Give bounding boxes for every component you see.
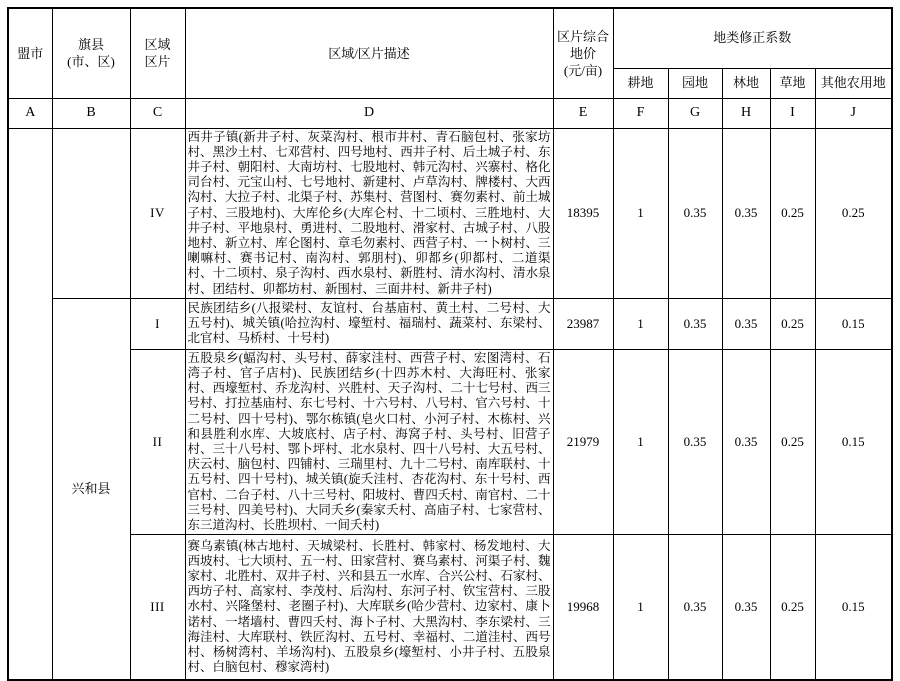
cell-coeff-other-agri: 0.15 xyxy=(815,298,892,349)
column-letter-j: J xyxy=(815,98,892,128)
cell-zone: I xyxy=(130,298,185,349)
header-price-line3: (元/亩) xyxy=(563,62,603,78)
header-county xyxy=(52,8,130,98)
table-row xyxy=(8,128,892,298)
column-letter-a: A xyxy=(8,98,52,128)
cell-coeff-orchard: 0.35 xyxy=(668,128,722,298)
column-letter-e: E xyxy=(553,98,613,128)
header-coeff-group: 地类修正系数 xyxy=(613,8,892,68)
cell-price: 23987 xyxy=(553,298,613,349)
cell-zone: III xyxy=(130,535,185,680)
header-county-line1: 旗县 xyxy=(77,37,104,53)
table-row xyxy=(8,349,892,534)
cell-zone: IV xyxy=(130,128,185,298)
column-letter-h: H xyxy=(722,98,770,128)
column-letter-i: I xyxy=(770,98,815,128)
cell-coeff-grassland: 0.25 xyxy=(770,298,815,349)
cell-coeff-forest: 0.35 xyxy=(722,349,770,534)
cell-coeff-other-agri: 0.15 xyxy=(815,349,892,534)
header-league-label: 盟市 xyxy=(17,45,44,61)
cell-coeff-grassland: 0.25 xyxy=(770,535,815,680)
header-description-label: 区域/区片描述 xyxy=(328,45,410,61)
cell-coeff-cropland: 1 xyxy=(613,128,668,298)
header-price xyxy=(553,8,613,98)
cell-coeff-other-agri: 0.15 xyxy=(815,535,892,680)
land-price-table xyxy=(7,7,893,681)
header-zone xyxy=(130,8,185,98)
cell-price: 21979 xyxy=(553,349,613,534)
cell-price: 18395 xyxy=(553,128,613,298)
cell-coeff-orchard: 0.35 xyxy=(668,535,722,680)
column-letter-g: G xyxy=(668,98,722,128)
header-county-line2: (市、区) xyxy=(67,54,115,70)
header-coeff-other-agri: 其他农用地 xyxy=(815,68,892,98)
cell-coeff-orchard: 0.35 xyxy=(668,349,722,534)
cell-description: 五股泉乡(蝠沟村、头号村、薛家洼村、西营子村、宏图湾村、石湾子村、官子店村)、民族团结乡(十四苏木村、大海旺村、张家村、西壕堑村、乔龙沟村、兴胜村、天子沟村、二十七号村、西三号村、打拉基庙村、东七号村、十六号村、八号村、官六号村、十二号村、四十号村)、鄂尔栋镇(皂火口村、小河子村、木栋村、兴和县胜利水库、大坡底村、店子村、海窝子村、头号村、旧营子村、三十八号村、鄂卜坪村、北水泉村、四十八号村、大五号村、庆云村、脑包村、四铺村、三瑞里村、九十二号村、南库联村、十五号村、四十号村)、城关镇(旋夭洼村、杏花沟村、东十号村、西官村、二台子村、八十三号村、阳坡村、曹四夭村、南官村、二十三号村、四美号村)、大同夭乡(秦家夭村、高庙子村、七家营村、东三道沟村、长胜坝村、一间夭村) xyxy=(185,349,553,534)
cell-description: 赛乌素镇(林古地村、天城梁村、长胜村、韩家村、杨发地村、大西坡村、七大顷村、五一村、田家营村、赛乌素村、河渠子村、魏家村、北胜村、双井子村、兴和县五一水库、合兴公村、石家村、西坊子村、高家村、李茂村、后沟村、东河子村、钦宝营村、三股水村、兴隆堡村、老圈子村)、大库联乡(哈少营村、边家村、康卜诺村、一堵墙村、曹四夭村、海卜子村、大黑沟村、李东梁村、三海洼村、大库联村、铁匠沟村、五号村、幸福村、二道洼村、西号村、杨树湾村、羊场沟村)、五股泉乡(壕堑村、小井子村、五股泉村、白脑包村、穆家湾村) xyxy=(185,535,553,680)
column-letter-d: D xyxy=(185,98,553,128)
column-letter-b: B xyxy=(52,98,130,128)
column-letter-c: C xyxy=(130,98,185,128)
land-price-table-sheet xyxy=(7,7,893,681)
cell-coeff-cropland: 1 xyxy=(613,535,668,680)
header-coeff-grassland: 草地 xyxy=(770,68,815,98)
cell-coeff-forest: 0.35 xyxy=(722,298,770,349)
cell-zone: II xyxy=(130,349,185,534)
header-coeff-cropland: 耕地 xyxy=(613,68,668,98)
header-price-line1: 区片综合 xyxy=(556,28,609,44)
header-coeff-forest: 林地 xyxy=(722,68,770,98)
cell-coeff-cropland: 1 xyxy=(613,349,668,534)
header-description xyxy=(185,8,553,98)
cell-coeff-grassland: 0.25 xyxy=(770,349,815,534)
header-coeff-orchard: 园地 xyxy=(668,68,722,98)
header-zone-line2: 区片 xyxy=(144,54,171,70)
cell-coeff-forest: 0.35 xyxy=(722,128,770,298)
cell-league xyxy=(8,128,52,680)
cell-description: 西井子镇(新井子村、灰菜沟村、根市井村、青石脑包村、张家坊村、黑沙土村、七邓营村、四号地村、西井子村、后土城子村、东井子村、朝阳村、大南坊村、七股地村、韩元沟村、兴寨村、格化司台村、元宝山村、七号地村、新建村、卢草沟村、牌楼村、大西沟村、大拉子村、北渠子村、苏集村、营图村、赛勿素村、前土城子村、三股地村)、大库伦乡(大库仑村、十二顷村、三胜地村、大井子村、平地泉村、勇进村、二股地村、滑家村、古城子村、八股地村、新立村、库仑图村、章毛勿素村、西营子村、一卜树村、三喇嘛村、赛书记村、南沟村、郭朋村)、卯都乡(卯都村、二道渠村、十二顷村、泉子沟村、西水泉村、新胜村、清水沟村、清水泉村、团结村、卯都坊村、新围村、三面井村、新井子村) xyxy=(185,128,553,298)
cell-county-blank xyxy=(52,128,130,298)
cell-coeff-other-agri: 0.25 xyxy=(815,128,892,298)
header-league xyxy=(8,8,52,98)
cell-coeff-cropland: 1 xyxy=(613,298,668,349)
cell-coeff-grassland: 0.25 xyxy=(770,128,815,298)
cell-description: 民族团结乡(八报梁村、友谊村、台基庙村、黄土村、二号村、大五号村)、城关镇(哈拉沟村、壕堑村、福瑞村、蔬菜村、东梁村、北官村、马桥村、十号村) xyxy=(185,298,553,349)
cell-coeff-orchard: 0.35 xyxy=(668,298,722,349)
cell-coeff-forest: 0.35 xyxy=(722,535,770,680)
table-row xyxy=(8,298,892,349)
cell-county: 兴和县 xyxy=(52,298,130,679)
table-row xyxy=(8,535,892,680)
header-zone-line1: 区域 xyxy=(144,37,171,53)
column-letter-f: F xyxy=(613,98,668,128)
cell-price: 19968 xyxy=(553,535,613,680)
header-price-line2: 地价 xyxy=(569,45,596,61)
